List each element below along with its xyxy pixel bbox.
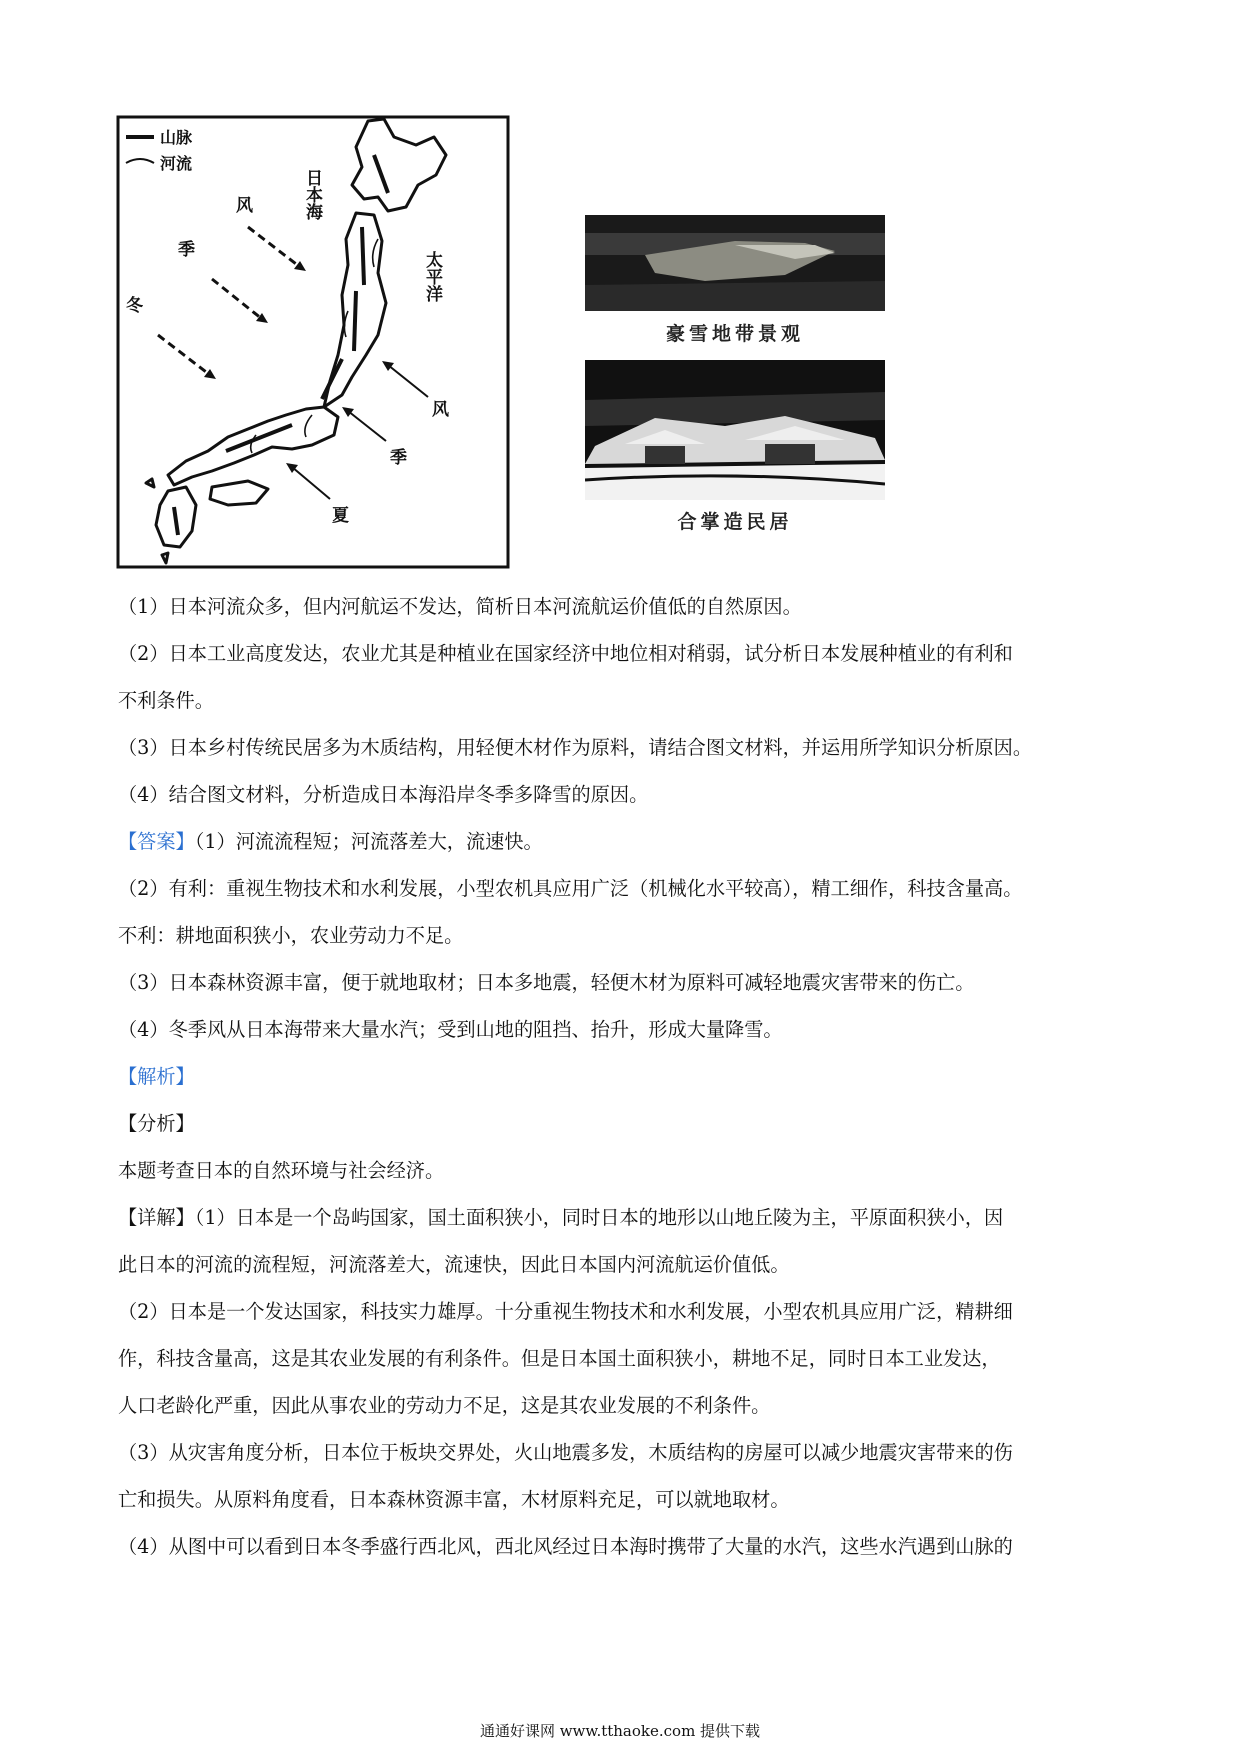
svg-text:风: 风: [236, 196, 253, 216]
analysis-tag: 【解析】: [118, 1065, 195, 1088]
answer-line-5: （4）冬季风从日本海带来大量水汽；受到山地的阻挡、抬升，形成大量降雪。: [118, 1018, 783, 1041]
detail-line-1: [118, 1194, 1128, 1241]
analysis-subtitle: 【分析】: [118, 1112, 195, 1135]
analysis-tag-line: [118, 1053, 1128, 1100]
answer-1-text: （1）河流流程短；河流落差大，流速快。: [194, 830, 543, 853]
detail-line-2: 此日本的河流的流程短，河流落差大，流速快，因此日本国内河流航运价值低。: [118, 1253, 790, 1276]
svg-text:季: 季: [390, 448, 407, 468]
japan-monsoon-map: [116, 115, 510, 569]
detail-line-4: 作，科技含量高，这是其农业发展的有利条件。但是日本国土面积狭小，耕地不足，同时日本工业发达，: [118, 1347, 1001, 1370]
answer-line-1: [118, 818, 1128, 865]
answer-tag: 【答案】: [118, 830, 195, 853]
legend-river-label: 河流: [160, 154, 193, 173]
legend-mountain-label: 山脉: [160, 128, 193, 147]
detail-line-8: （4）从图中可以看到日本冬季盛行西北风，西北风经过日本海时携带了大量的水汽，这些水汽遇到山脉的: [118, 1535, 1013, 1558]
svg-text:日本海: 日本海: [302, 169, 322, 220]
svg-text:太平洋: 太平洋: [422, 251, 442, 302]
detail-line-6: （3）从灾害角度分析，日本位于板块交界处，火山地震多发，木质结构的房屋可以减少地震灾害带来的伤: [118, 1441, 1013, 1464]
answer-line-3: 不利：耕地面积狭小，农业劳动力不足。: [118, 924, 464, 947]
answer-line-2: （2）有利：重视生物技术和水利发展，小型农机具应用广泛（机械化水平较高），精工细作，科技含量高。: [118, 877, 1023, 900]
detail-1-text: （1）日本是一个岛屿国家，国土面积狭小，同时日本的地形以山地丘陵为主，平原面积狭小，因: [194, 1206, 1004, 1229]
svg-text:风: 风: [432, 400, 449, 420]
gassho-caption: 合掌造民居: [677, 511, 793, 533]
analysis-summary: 本题考查日本的自然环境与社会经济。: [118, 1159, 445, 1182]
detail-line-5: 人口老龄化严重，因此从事农业的劳动力不足，这是其农业发展的不利条件。: [118, 1394, 771, 1417]
question-4: （4）结合图文材料，分析造成日本海沿岸冬季多降雪的原因。: [118, 783, 649, 806]
question-1: （1）日本河流众多，但内河航运不发达，简析日本河流航运价值低的自然原因。: [118, 595, 802, 618]
detail-tag: 【详解】: [118, 1206, 195, 1229]
svg-text:冬: 冬: [126, 296, 143, 316]
photo-figure: [585, 215, 885, 535]
label-sea-of-japan: [302, 169, 323, 221]
question-2: （2）日本工业高度发达，农业尤其是种植业在国家经济中地位相对稍弱，试分析日本发展种植业的有利和: [118, 642, 1013, 665]
label-pacific-ocean: [422, 250, 443, 303]
question-3: （3）日本乡村传统民居多为木质结构，用轻便木材作为原料，请结合图文材料，并运用所学知识分析原因。: [118, 736, 1033, 759]
answer-line-4: （3）日本森林资源丰富，便于就地取材；日本多地震，轻便木材为原料可减轻地震灾害带来的伤亡。: [118, 971, 975, 994]
svg-text:季: 季: [178, 240, 195, 260]
page-footer: 通通好课网 www.tthaoke.com 提供下载: [479, 1722, 761, 1740]
heavy-snow-caption: 豪雪地带景观: [665, 323, 804, 345]
heavy-snow-landscape-photo: [585, 215, 885, 311]
svg-text:夏: 夏: [332, 506, 349, 526]
question-2-continued: 不利条件。: [118, 689, 214, 712]
detail-line-7: 亡和损失。从原料角度看，日本森林资源丰富，木材原料充足，可以就地取材。: [118, 1488, 790, 1511]
detail-line-3: （2）日本是一个发达国家，科技实力雄厚。十分重视生物技术和水利发展，小型农机具应用广泛，精耕细: [118, 1300, 1013, 1323]
gassho-house-photo: [585, 360, 885, 500]
